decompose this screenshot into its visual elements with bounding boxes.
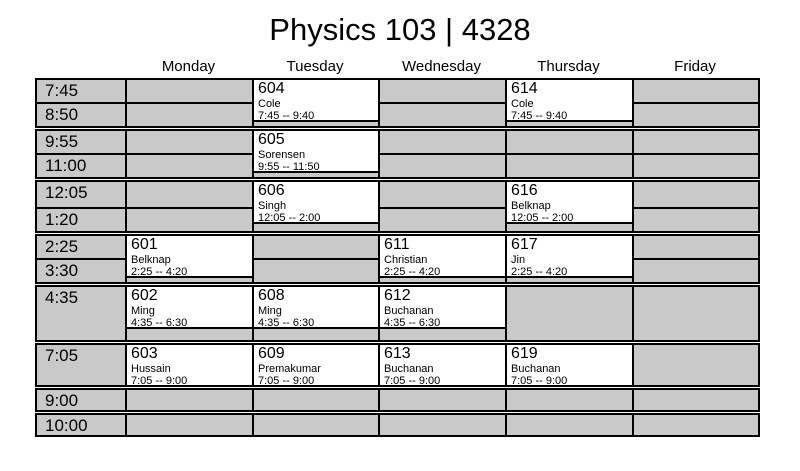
class-time: 7:05 -- 9:00 xyxy=(258,375,315,387)
schedule-title: Physics 103 | 4328 xyxy=(269,12,531,47)
schedule-cell xyxy=(632,343,760,387)
class-block-605 xyxy=(252,129,380,173)
class-code: 614 xyxy=(511,80,538,97)
time-label: 10:00 xyxy=(45,416,88,435)
class-instructor: Cole xyxy=(258,98,281,110)
time-label: 11:00 xyxy=(45,156,87,175)
time-label: 1:20 xyxy=(45,210,79,229)
class-block-611 xyxy=(378,234,507,278)
schedule-cell xyxy=(632,285,760,342)
class-time: 2:25 -- 4:20 xyxy=(511,266,568,278)
class-instructor: Jin xyxy=(511,254,526,266)
class-instructor: Sorensen xyxy=(258,149,306,161)
class-block-609 xyxy=(252,343,380,387)
class-code: 601 xyxy=(131,236,158,253)
class-block-614 xyxy=(505,78,634,122)
class-code: 617 xyxy=(511,236,538,253)
class-time: 2:25 -- 4:20 xyxy=(384,266,441,278)
day-header-tuesday: Tuesday xyxy=(286,58,344,75)
class-instructor: Buchanan xyxy=(384,363,434,375)
time-label: 4:35 xyxy=(45,288,79,307)
row-divider xyxy=(35,153,760,155)
day-header-monday: Monday xyxy=(161,58,216,75)
class-code: 616 xyxy=(511,182,538,199)
class-code: 608 xyxy=(258,287,285,304)
class-time: 7:05 -- 9:00 xyxy=(384,375,441,387)
class-time: 7:05 -- 9:00 xyxy=(511,375,568,387)
time-label: 8:50 xyxy=(45,105,79,124)
class-block-604 xyxy=(252,78,380,122)
class-code: 611 xyxy=(384,236,410,253)
class-instructor: Christian xyxy=(384,254,428,266)
class-instructor: Belknap xyxy=(511,200,551,212)
row-divider xyxy=(35,207,760,209)
class-block-601 xyxy=(125,234,254,278)
class-block-602 xyxy=(125,285,254,329)
class-time: 7:45 -- 9:40 xyxy=(511,110,568,122)
class-code: 604 xyxy=(258,80,285,97)
schedule-cell xyxy=(632,388,760,412)
class-time: 4:35 -- 6:30 xyxy=(258,317,315,329)
class-code: 602 xyxy=(131,287,158,304)
time-label: 2:25 xyxy=(45,237,79,256)
class-block-608 xyxy=(252,285,380,329)
time-label: 9:00 xyxy=(45,391,79,410)
class-time: 4:35 -- 6:30 xyxy=(384,317,441,329)
class-instructor: Belknap xyxy=(131,254,171,266)
class-block-619 xyxy=(505,343,634,387)
class-instructor: Premakumar xyxy=(258,363,321,375)
day-header-friday: Friday xyxy=(674,58,716,75)
class-block-606 xyxy=(252,180,380,224)
class-block-616 xyxy=(505,180,634,224)
class-instructor: Buchanan xyxy=(511,363,561,375)
class-time: 7:45 -- 9:40 xyxy=(258,110,315,122)
day-header-thursday: Thursday xyxy=(537,58,600,75)
class-code: 619 xyxy=(511,345,538,362)
class-block-617 xyxy=(505,234,634,278)
schedule-cell xyxy=(252,413,380,437)
class-code: 612 xyxy=(384,287,411,304)
class-time: 2:25 -- 4:20 xyxy=(131,266,188,278)
time-label: 9:55 xyxy=(45,132,79,151)
time-label: 3:30 xyxy=(45,261,79,280)
time-label: 7:45 xyxy=(45,81,79,100)
class-instructor: Cole xyxy=(511,98,534,110)
class-instructor: Singh xyxy=(258,200,287,212)
class-instructor: Hussain xyxy=(131,363,171,375)
class-instructor: Ming xyxy=(258,305,282,317)
class-block-603 xyxy=(125,343,254,387)
time-label: 12:05 xyxy=(45,183,88,202)
class-time: 12:05 -- 2:00 xyxy=(511,212,574,224)
class-block-612 xyxy=(378,285,507,329)
class-time: 4:35 -- 6:30 xyxy=(131,317,188,329)
class-code: 609 xyxy=(258,345,285,362)
schedule-cell xyxy=(378,388,507,412)
day-header-wednesday: Wednesday xyxy=(402,58,481,75)
schedule-cell xyxy=(505,413,634,437)
schedule-cell xyxy=(125,413,254,437)
class-time: 9:55 -- 11:50 xyxy=(258,161,320,173)
schedule-cell xyxy=(505,388,634,412)
class-instructor: Buchanan xyxy=(384,305,434,317)
row-divider xyxy=(35,102,760,104)
class-time: 12:05 -- 2:00 xyxy=(258,212,321,224)
schedule-cell xyxy=(632,413,760,437)
schedule-cell xyxy=(378,413,507,437)
time-label: 7:05 xyxy=(45,346,79,365)
class-code: 603 xyxy=(131,345,158,362)
class-instructor: Ming xyxy=(131,305,155,317)
class-code: 613 xyxy=(384,345,411,362)
class-block-613 xyxy=(378,343,507,387)
class-code: 605 xyxy=(258,131,285,148)
schedule-cell xyxy=(505,285,634,342)
schedule-cell xyxy=(125,388,254,412)
schedule-cell xyxy=(252,388,380,412)
class-code: 606 xyxy=(258,182,285,199)
class-time: 7:05 -- 9:00 xyxy=(131,375,188,387)
